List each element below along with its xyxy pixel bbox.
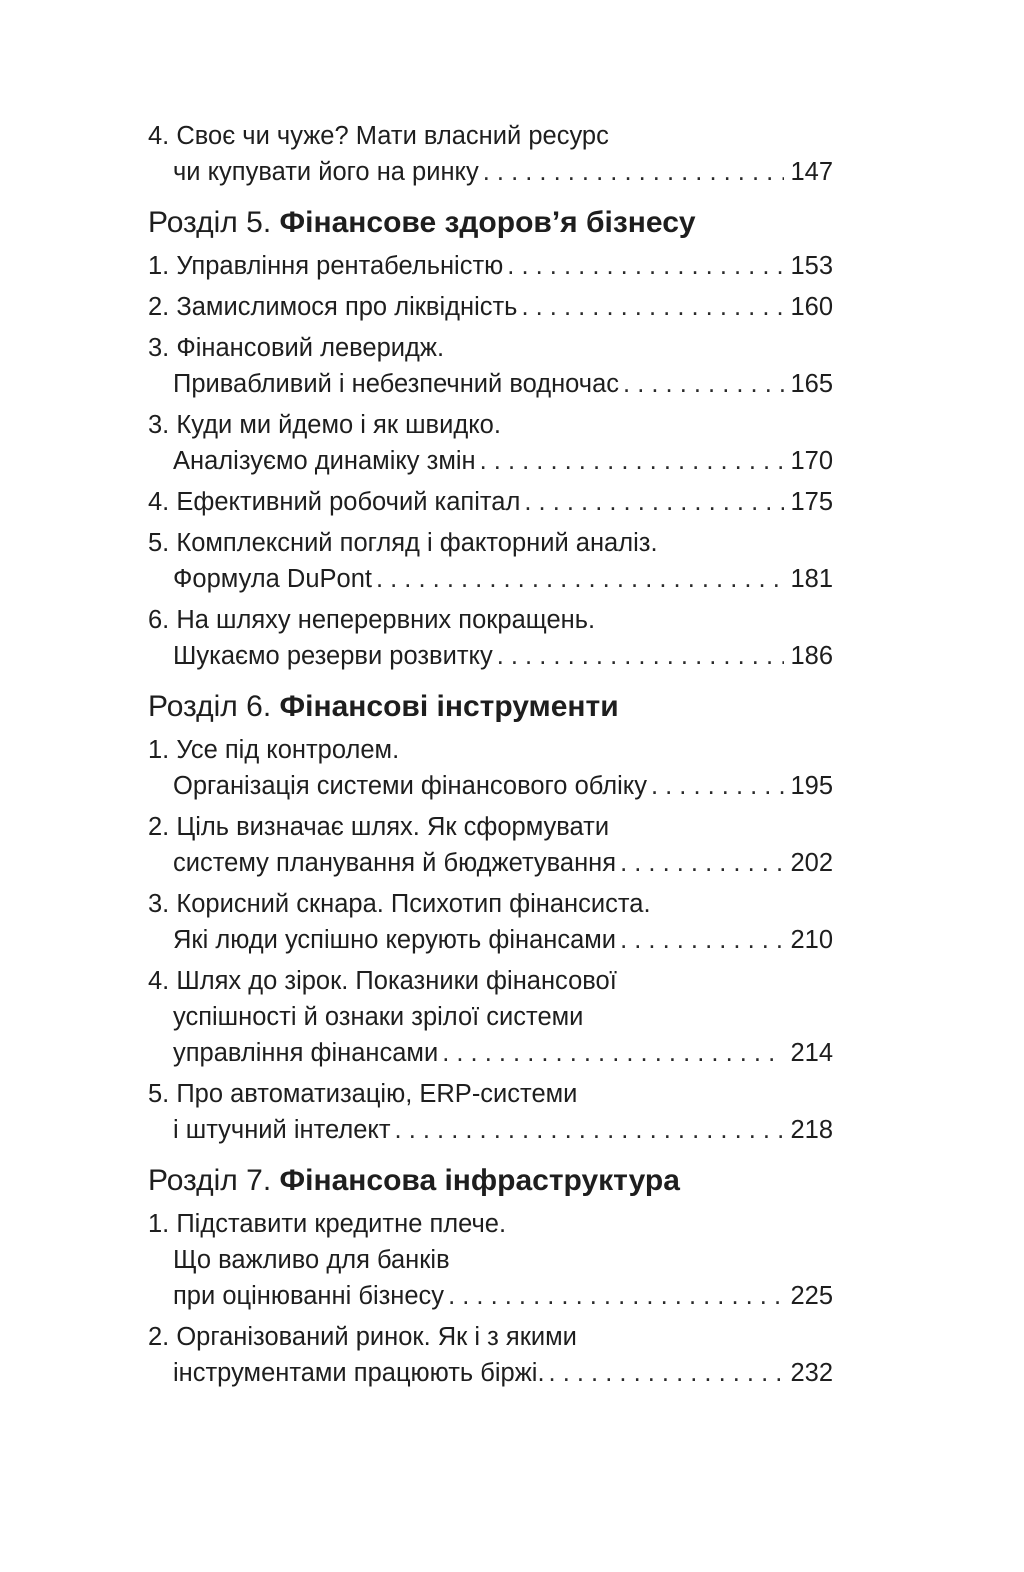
dot-leader (524, 484, 784, 520)
toc-entry-text: Що важливо для банків (173, 1246, 450, 1274)
dot-leader (497, 638, 785, 674)
section-label: Розділ 6. (148, 690, 272, 723)
toc-entry-text: Які люди успішно керують фінансами (173, 926, 617, 954)
toc-entry[interactable] (148, 1319, 833, 1391)
toc-entry[interactable] (148, 407, 833, 479)
toc-entry-text: 2. Ціль визначає шлях. Як сформувати (148, 813, 610, 841)
table-of-contents (148, 118, 833, 1396)
toc-entry-line (148, 1278, 833, 1314)
toc-entry-text: Аналізуємо динаміку змін (173, 447, 476, 475)
toc-entry[interactable] (148, 330, 833, 402)
toc-entry[interactable] (148, 963, 833, 1071)
toc-entry[interactable] (148, 732, 833, 804)
toc-entry-line (148, 1355, 833, 1391)
toc-entry-text: 4. Ефективний робочий капітал (148, 488, 521, 516)
dot-leader (651, 768, 785, 804)
toc-entry[interactable] (148, 248, 833, 284)
toc-entry-text: Організація системи фінансового обліку (173, 772, 647, 800)
toc-entry[interactable] (148, 484, 833, 520)
page-number: 232 (790, 1359, 833, 1387)
toc-entry-line (148, 886, 833, 922)
toc-entry-text: чи купувати його на ринку (173, 158, 479, 186)
toc-entry-text: 5. Комплексний погляд і факторний аналіз. (148, 529, 658, 557)
toc-entry[interactable] (148, 809, 833, 881)
toc-entry-text: систему планування й бюджетування (173, 849, 617, 877)
toc-entry-line (148, 407, 833, 443)
toc-entry[interactable] (148, 602, 833, 674)
toc-entry-line (148, 999, 833, 1035)
toc-entry-line (148, 602, 833, 638)
dot-leader (549, 1355, 785, 1391)
toc-entry-text: при оцінюванні бізнесу (173, 1282, 445, 1310)
toc-entry-line (148, 809, 833, 845)
section-title: Фінансове здоров’я бізнесу (279, 206, 696, 239)
toc-entry-line (148, 1112, 833, 1148)
toc-entry[interactable] (148, 886, 833, 958)
toc-entry-line (148, 443, 833, 479)
toc-entry-line (148, 638, 833, 674)
toc-entry-text: 3. Куди ми йдемо і як швидко. (148, 411, 501, 439)
section-heading (148, 203, 833, 243)
toc-entry[interactable] (148, 289, 833, 325)
toc-entry-text: 2. Організований ринок. Як і з якими (148, 1323, 577, 1351)
toc-entry-text: Формула DuPont (173, 565, 372, 593)
toc-entry[interactable] (148, 118, 833, 190)
dot-leader (395, 1112, 785, 1148)
dot-leader (480, 443, 785, 479)
toc-entry-line (148, 248, 833, 284)
toc-entry-line (148, 1319, 833, 1355)
dot-leader (620, 922, 784, 958)
toc-entry-line (148, 484, 833, 520)
page-number: 202 (790, 849, 833, 877)
page-number: 195 (790, 772, 833, 800)
page-number: 218 (790, 1116, 833, 1144)
toc-entry-line (148, 366, 833, 402)
toc-entry-text: 1. Підставити кредитне плече. (148, 1210, 507, 1238)
dot-leader (442, 1035, 784, 1071)
toc-entry-text: Шукаємо резерви розвитку (173, 642, 493, 670)
toc-entry[interactable] (148, 1076, 833, 1148)
section-heading (148, 687, 833, 727)
page-number: 210 (790, 926, 833, 954)
page-number: 147 (790, 158, 833, 186)
toc-entry[interactable] (148, 1206, 833, 1314)
toc-entry-text: 3. Фінансовий леверидж. (148, 334, 445, 362)
page-number: 153 (790, 252, 833, 280)
toc-entry-line (148, 845, 833, 881)
toc-entry-text: і штучний інтелект (173, 1116, 391, 1144)
toc-entry-line (148, 154, 833, 190)
section-label: Розділ 7. (148, 1164, 272, 1197)
toc-entry-text: 2. Замислимося про ліквідність (148, 293, 518, 321)
dot-leader (483, 154, 785, 190)
toc-entry-text: Привабливий і небезпечний водночас (173, 370, 620, 398)
toc-entry-line (148, 1035, 833, 1071)
toc-entry-text: 1. Усе під контролем. (148, 736, 400, 764)
toc-entry-text: інструментами працюють біржі. (173, 1359, 545, 1387)
toc-entry-text: успішності й ознаки зрілої системи (173, 1003, 584, 1031)
toc-entry-text: 5. Про автоматизацію, ERP-системи (148, 1080, 578, 1108)
toc-entry-line (148, 1076, 833, 1112)
page-number: 175 (790, 488, 833, 516)
toc-entry-line (148, 289, 833, 325)
dot-leader (507, 248, 784, 284)
page-number: 181 (790, 565, 833, 593)
toc-entry-line (148, 525, 833, 561)
toc-entry-text: управління фінансами (173, 1039, 439, 1067)
section-heading (148, 1161, 833, 1201)
dot-leader (448, 1278, 784, 1314)
toc-entry-line (148, 1242, 833, 1278)
toc-entry-line (148, 561, 833, 597)
toc-entry-text: 4. Своє чи чуже? Мати власний ресурс (148, 122, 609, 150)
page-number: 160 (790, 293, 833, 321)
toc-entry-line (148, 963, 833, 999)
toc-entry-text: 6. На шляху неперервних покращень. (148, 606, 596, 634)
toc-entry-text: 1. Управління рентабельністю (148, 252, 504, 280)
toc-entry-text: 3. Корисний скнара. Психотип фінансиста. (148, 890, 651, 918)
dot-leader (623, 366, 784, 402)
toc-entry-line (148, 118, 833, 154)
page-number: 225 (790, 1282, 833, 1310)
page-number: 186 (790, 642, 833, 670)
toc-entry-line (148, 732, 833, 768)
toc-entry-line (148, 922, 833, 958)
section-title: Фінансові інструменти (279, 690, 619, 723)
toc-entry-line (148, 330, 833, 366)
dot-leader (521, 289, 784, 325)
page-number: 170 (790, 447, 833, 475)
toc-entry[interactable] (148, 525, 833, 597)
toc-entry-line (148, 1206, 833, 1242)
section-label: Розділ 5. (148, 206, 272, 239)
page-number: 214 (790, 1039, 833, 1067)
dot-leader (620, 845, 784, 881)
page-number: 165 (790, 370, 833, 398)
toc-entry-text: 4. Шлях до зірок. Показники фінансової (148, 967, 617, 995)
toc-entry-line (148, 768, 833, 804)
dot-leader (376, 561, 784, 597)
section-title: Фінансова інфраструктура (279, 1164, 680, 1197)
